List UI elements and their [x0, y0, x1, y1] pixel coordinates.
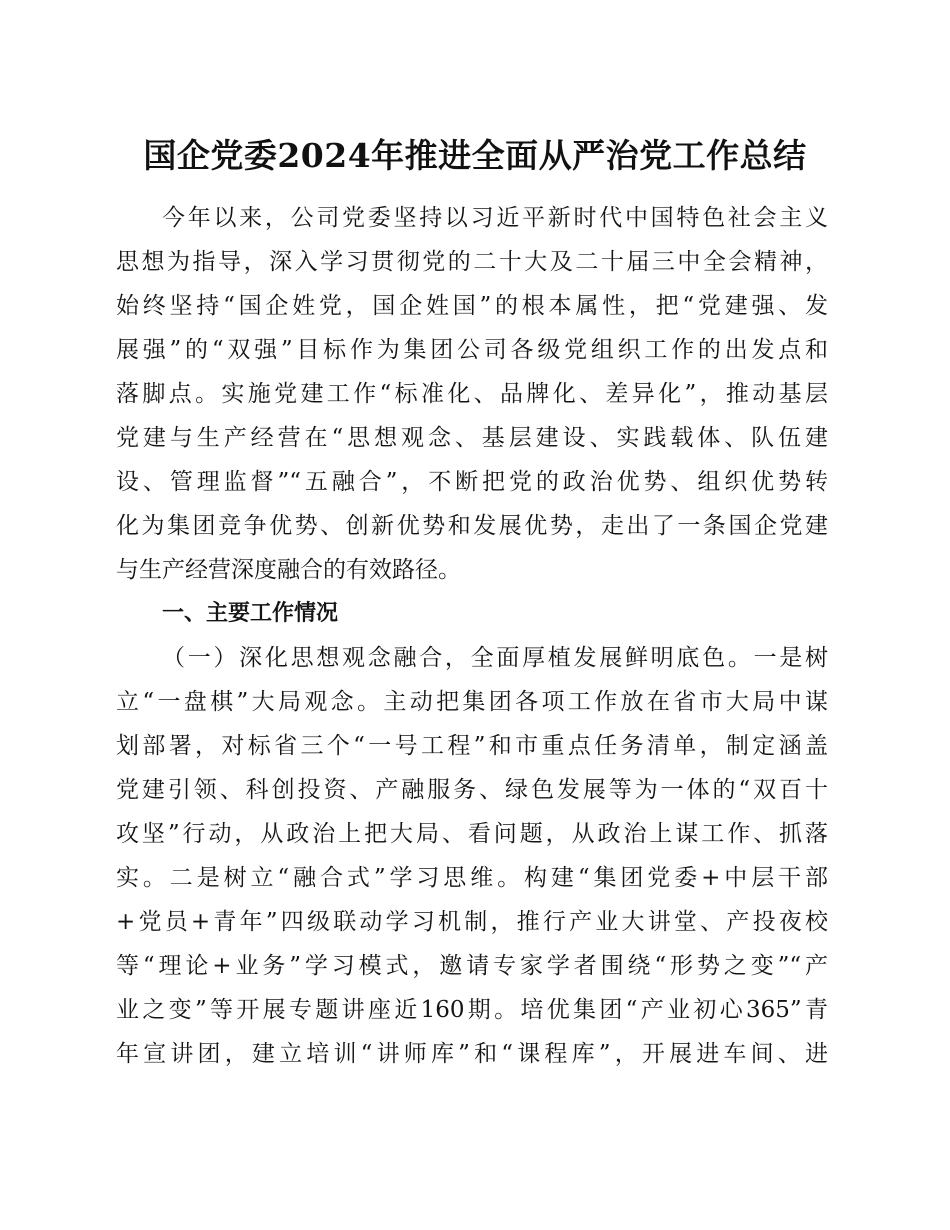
subsection-line: 立“一盘棋”大局观念。主动把集团各项工作放在省市大局中谋: [116, 689, 828, 715]
intro-line: 与生产经营深度融合的有效路径。: [116, 557, 461, 583]
subsection-line: 实。二是树立“融合式”学习思维。构建“集团党委+中层干部: [116, 865, 828, 891]
subsection-first-line-rest: 一是树: [753, 645, 829, 671]
document-body: [116, 196, 828, 1076]
intro-line: 展强”的“双强”目标作为集团公司各级党组织工作的出发点和: [116, 337, 828, 363]
intro-line: 化为集团竞争优势、创新优势和发展优势，走出了一条国企党建: [116, 513, 828, 539]
subsection-line: 攻坚”行动，从政治上把大局、看问题，从政治上谋工作、抓落: [116, 821, 828, 847]
subsection-first-line: [116, 636, 828, 680]
subsection-line: 年宣讲团，建立培训“讲师库”和“课程库”，开展进车间、进: [116, 1041, 828, 1067]
subsection-line: 等“理论+业务”学习模式，邀请专家学者围绕“形势之变”“产: [116, 953, 828, 979]
section-heading: 一、主要工作情况: [162, 601, 339, 626]
intro-line: 党建与生产经营在“思想观念、基层建设、实践载体、队伍建: [116, 425, 828, 451]
intro-line: 落脚点。实施党建工作“标准化、品牌化、差异化”，推动基层: [116, 381, 828, 407]
intro-line: 始终坚持“国企姓党，国企姓国”的根本属性，把“党建强、发: [116, 293, 828, 319]
intro-line: 思想为指导，深入学习贯彻党的二十大及二十届三中全会精神，: [116, 249, 828, 275]
intro-line: 今年以来，公司党委坚持以习近平新时代中国特色社会主义: [162, 205, 828, 231]
document-title: 国企党委2024年推进全面从严治党工作总结: [143, 136, 807, 175]
subsection-line: 业之变”等开展专题讲座近160期。培优集团“产业初心365”青: [116, 997, 828, 1023]
subsection-line: 党建引领、科创投资、产融服务、绿色发展等为一体的“双百十: [116, 777, 828, 803]
subsection-heading: （一）深化思想观念融合，全面厚植发展鲜明底色。: [162, 645, 754, 671]
intro-line: 设、管理监督”“五融合”，不断把党的政治优势、组织优势转: [116, 469, 828, 495]
subsection-line: +党员+青年”四级联动学习机制，推行产业大讲堂、产投夜校: [116, 909, 828, 935]
subsection-line: 划部署，对标省三个“一号工程”和市重点任务清单，制定涵盖: [116, 733, 828, 759]
